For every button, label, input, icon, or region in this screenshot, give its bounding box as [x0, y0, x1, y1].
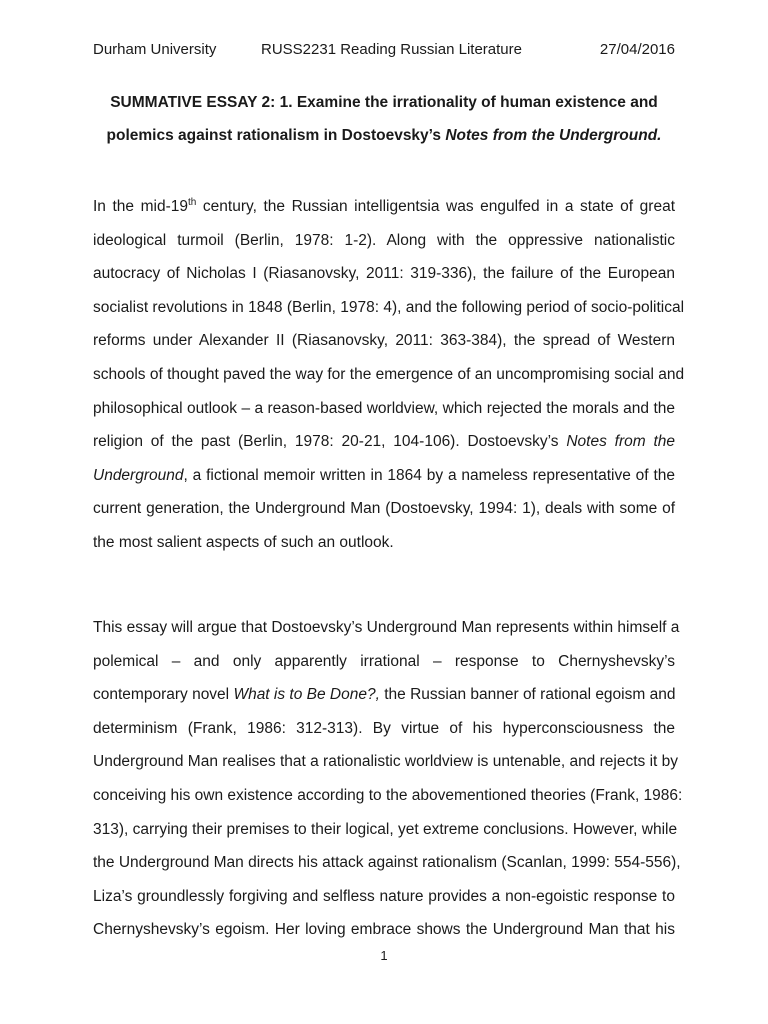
- p2-l3-b: the Russian banner of rational egoism and: [379, 686, 676, 704]
- p1-line: reforms under Alexander II (Riasanovsky, 2011: 363-384), the spread of Western: [93, 332, 675, 350]
- p1-l1-sup: th: [188, 197, 197, 208]
- p2-line: conceiving his own existence according to the abovementioned theories (Frank, 1986:: [93, 786, 683, 804]
- paragraph-2: [93, 611, 683, 947]
- p1-line: [93, 459, 675, 493]
- paragraph-1: [93, 190, 685, 560]
- page-number: 1: [380, 948, 388, 963]
- p2-line: determinism (Frank, 1986: 312-313). By virtue of his hyperconsciousness the: [93, 719, 675, 737]
- p2-line: the Underground Man directs his attack against rationalism (Scanlan, 1999: 554-556),: [93, 854, 681, 872]
- p2-line: This essay will argue that Dostoevsky’s Underground Man represents within himself a: [93, 619, 680, 636]
- p2-line: Liza’s groundlessly forgiving and selfless nature provides a non-egoistic response to: [93, 887, 675, 905]
- header-course: RUSS2231 Reading Russian Literature: [261, 41, 522, 58]
- p2-l3-italic: What is to Be Done?,: [233, 686, 380, 704]
- p1-line: socialist revolutions in 1848 (Berlin, 1978: 4), and the following period of socio-political: [93, 298, 685, 316]
- title-line-2-italic: Notes from the Underground.: [445, 127, 662, 144]
- p1-l1-a: In the mid-19: [93, 198, 188, 215]
- p1-l9-italic: Underground: [93, 466, 184, 484]
- p1-l8-italic: Notes from the: [566, 433, 676, 451]
- p2-line: Underground Man realises that a rationalistic worldview is untenable, and rejects it by: [93, 753, 678, 771]
- p1-l1-b: century, the Russian intelligentsia was engulfed in a state of great: [196, 198, 675, 215]
- p1-line: ideological turmoil (Berlin, 1978: 1-2). Along with the oppressive nationalistic: [93, 231, 675, 249]
- p2-line: 313), carrying their premises to their logical, yet extreme conclusions. However, while: [93, 820, 678, 838]
- essay-title: [60, 86, 708, 152]
- p1-line: autocracy of Nicholas I (Riasanovsky, 2011: 319-336), the failure of the European: [93, 265, 675, 283]
- title-line-1: SUMMATIVE ESSAY 2: 1. Examine the irrationality of human existence and: [110, 94, 658, 111]
- title-line-2: [60, 119, 708, 152]
- p1-l9-b: , a fictional memoir written in 1864 by a nameless representative of the: [183, 466, 675, 484]
- p2-l3-a: contemporary novel: [93, 686, 234, 704]
- p1-line: schools of thought paved the way for the emergence of an uncompromising social and: [93, 365, 685, 383]
- p2-line: Chernyshevsky’s egoism. Her loving embrace shows the Underground Man that his: [93, 921, 675, 939]
- title-line-2-text: polemics against rationalism in Dostoevsky’s: [106, 127, 446, 144]
- p2-line: polemical – and only apparently irrational – response to Chernyshevsky’s: [93, 652, 675, 670]
- header-university: Durham University: [93, 41, 217, 58]
- header-date: 27/04/2016: [599, 41, 675, 58]
- page-header: [93, 41, 675, 61]
- p2-line: [93, 678, 675, 712]
- p1-line: the most salient aspects of such an outlook.: [93, 533, 394, 551]
- p1-line: [93, 190, 675, 224]
- p1-l8-a: religion of the past (Berlin, 1978: 20-21, 104-106). Dostoevsky’s: [93, 433, 567, 451]
- p1-line: current generation, the Underground Man (Dostoevsky, 1994: 1), deals with some of: [93, 500, 675, 518]
- p1-line: [93, 425, 675, 459]
- p1-line: philosophical outlook – a reason-based worldview, which rejected the morals and the: [93, 399, 675, 417]
